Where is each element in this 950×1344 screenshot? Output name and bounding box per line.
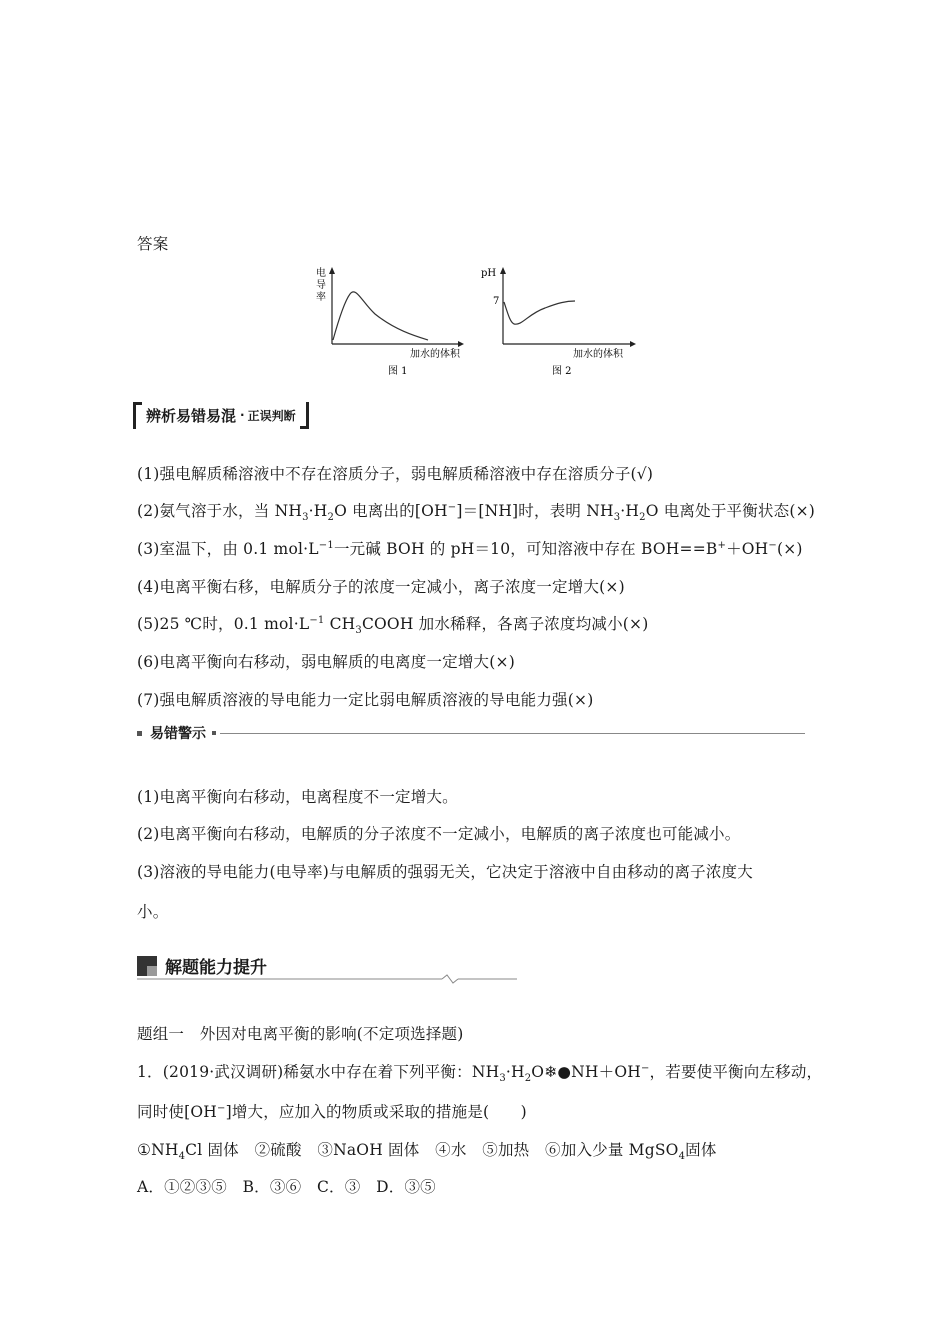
fig1-y-label-1: 电 — [316, 268, 326, 279]
fig1-y-label-2: 导 — [316, 280, 326, 291]
fig2-y-label: pH — [481, 268, 497, 279]
fig2-x-label: 加水的体积 — [573, 349, 623, 360]
figure-2 — [481, 267, 636, 377]
question-1-options: $①NH_4Cl$ 固体 ②硫酸 ③NaOH 固体 ④水 ⑤加热 ⑥加入少量 MgSO$_4$固体 — [137, 1141, 717, 1163]
fig2-tick-7: 7 — [493, 296, 500, 307]
question-1-line-2: 同时使[OH−]增大，应加入的物质或采取的措施是( ) — [137, 1102, 527, 1121]
square-icon — [137, 731, 142, 736]
bracket-right — [300, 402, 309, 429]
judgment-6: (6)电离平衡向右移动，弱电解质的电离度一定增大(×) — [137, 653, 515, 671]
judgment-5: (5)25 ℃时，0.1 $mol\cdot L^{-1}$ $CH_3COOH$ 加水稀释，各离子浓度均减小(×) — [137, 614, 649, 637]
conductivity-curve — [333, 292, 428, 340]
fig1-y-label-3: 率 — [316, 292, 326, 303]
warning-item-3: (3)溶液的导电能力(电导率)与电解质的强弱无关，它决定于溶液中自由移动的离子浓度大 — [137, 863, 753, 881]
bracket-left — [133, 402, 142, 429]
divider — [220, 733, 805, 734]
figure-1 — [316, 266, 464, 377]
answer-label: 答案 — [137, 235, 169, 253]
question-1-choices: A．①②③⑤ B．③⑥ C．③ D．③⑤ — [137, 1178, 436, 1196]
fig1-x-label: 加水的体积 — [410, 349, 460, 360]
banner-dot: · — [240, 408, 245, 422]
section-underline — [137, 974, 519, 984]
fig1-caption: 图 1 — [388, 366, 408, 377]
figure-graphs — [300, 262, 650, 382]
question-group-title: 题组一 外因对电离平衡的影响(不定项选择题) — [137, 1025, 464, 1043]
error-analysis-banner — [133, 400, 309, 430]
banner-title: 辨析易错易混 — [146, 406, 237, 425]
warning-item-2: (2)电离平衡向右移动，电解质的分子浓度不一定减小，电解质的离子浓度也可能减小。 — [137, 825, 741, 843]
warning-item-4: 小。 — [137, 903, 169, 921]
ph-curve — [504, 301, 575, 324]
judgment-7: (7)强电解质溶液的导电能力一定比弱电解质溶液的导电能力强(×) — [137, 691, 594, 709]
warning-item-1: (1)电离平衡向右移动，电离程度不一定增大。 — [137, 788, 458, 806]
fig2-caption: 图 2 — [552, 366, 572, 377]
judgment-2: (2)氨气溶于水，当 $NH_3\cdot H_2O$ 电离出的[OH−]＝[NH]时，表明 $NH_3\cdot H_2O$ 电离处于平衡状态(×) — [137, 501, 816, 524]
judgment-3: (3)室温下，由 0.1 $mol\cdot L^{-1}$一元碱 BOH 的 pH＝10，可知溶液中存在 BOH==B+＋OH−(×) — [137, 539, 803, 558]
question-1-line-1: 1．(2019·武汉调研)稀氨水中存在着下列平衡：$NH_3\cdot H_2O❄●NH+OH^-$，若要使平衡向左移动， — [137, 1062, 823, 1085]
square-icon — [212, 731, 216, 735]
warning-title: 易错警示 — [150, 726, 206, 742]
section-title: 解题能力提升 — [165, 958, 267, 978]
warning-header — [137, 722, 805, 744]
section-block-icon — [137, 956, 157, 976]
judgment-1: (1)强电解质稀溶液中不存在溶质分子，弱电解质稀溶液中存在溶质分子(√) — [137, 465, 654, 483]
banner-subtitle: 正误判断 — [247, 408, 296, 423]
judgment-4: (4)电离平衡右移，电解质分子的浓度一定减小，离子浓度一定增大(×) — [137, 578, 625, 596]
